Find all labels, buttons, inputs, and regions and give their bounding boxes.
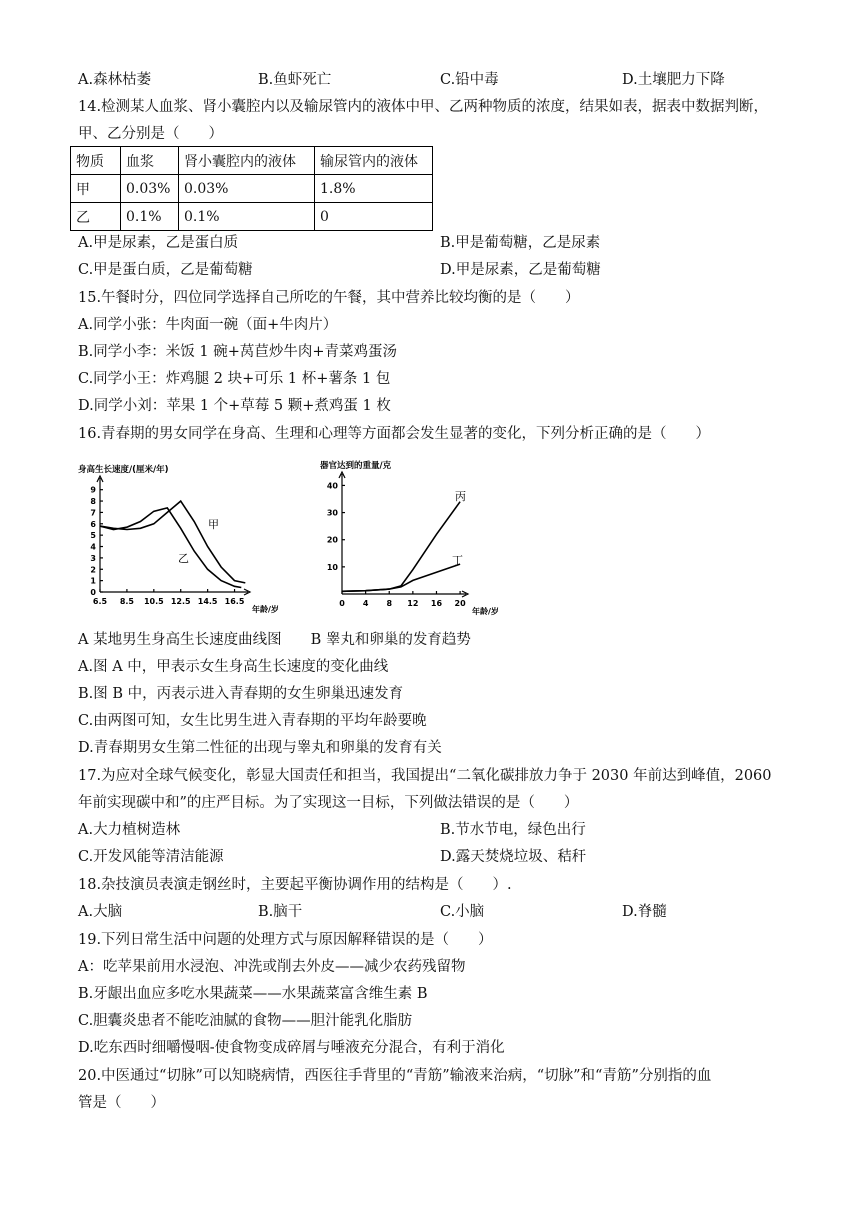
table-cell: 0.1% — [179, 203, 315, 231]
table-row — [71, 203, 433, 231]
x-tick-label: 8 — [386, 599, 393, 608]
q14-option-d: D.甲是尿素，乙是葡萄糖 — [440, 262, 601, 278]
q16-option-b: B.图 B 中，丙表示进入青春期的女生卵巢迅速发育 — [78, 686, 404, 702]
q15-option-c: C.同学小王：炸鸡腿 2 块+可乐 1 杯+薯条 1 包 — [78, 371, 391, 387]
y-tick-label: 5 — [90, 531, 96, 541]
series-label-1: 丙 — [455, 490, 466, 503]
y-tick-label: 2 — [90, 565, 96, 575]
table-header-cell: 肾小囊腔内的液体 — [179, 147, 315, 175]
series-line-2 — [100, 508, 241, 588]
x-tick-label: 20 — [454, 599, 466, 608]
q16-stem: 16.青春期的男女同学在身高、生理和心理等方面都会发生显著的变化，下列分析正确的是（ ） — [78, 426, 711, 442]
q16-figure-caption: A 某地男生身高生长速度曲线图 B 睾丸和卵巢的发育趋势 — [78, 632, 471, 648]
q16-option-a: A.图 A 中，甲表示女生身高生长速度的变化曲线 — [78, 659, 389, 675]
y-tick-label: 30 — [326, 508, 338, 518]
q15-option-b: B.同学小李：米饭 1 碗+莴苣炒牛肉+青菜鸡蛋汤 — [78, 344, 398, 360]
q14-option-c: C.甲是蛋白质，乙是葡萄糖 — [78, 262, 253, 278]
chart-title: 身高生长速度/(厘米/年) — [78, 465, 169, 475]
q20-stem-line2: 管是（ ） — [78, 1095, 165, 1111]
q18-option-a: A.大脑 — [78, 904, 123, 920]
q17-option-b: B.节水节电，绿色出行 — [440, 822, 586, 838]
chart-organ-weight — [322, 450, 522, 626]
series-label-2: 丁 — [452, 554, 463, 567]
x-tick-label: 8.5 — [119, 597, 134, 606]
table-cell: 0.1% — [121, 203, 179, 231]
q15-option-d: D.同学小刘：苹果 1 个+草莓 5 颗+煮鸡蛋 1 枚 — [78, 398, 391, 414]
series-line-2 — [342, 564, 460, 591]
q18-option-c: C.小脑 — [440, 904, 485, 920]
q14-stem-line1: 14.检测某人血浆、肾小囊腔内以及输尿管内的液体中甲、乙两种物质的浓度，结果如表，据表中数据判断， — [78, 99, 769, 115]
q17-stem-line1: 17.为应对全球气候变化，彰显大国责任和担当，我国提出“二氧化碳排放力争于 2030 年前达到峰值，2060 — [78, 768, 772, 784]
y-tick-label: 10 — [326, 562, 338, 572]
q13-option-b: B.鱼虾死亡 — [258, 72, 332, 88]
table-header-cell: 输尿管内的液体 — [315, 147, 433, 175]
q14-option-a: A.甲是尿素，乙是蛋白质 — [78, 235, 239, 251]
y-tick-label: 0 — [90, 588, 96, 597]
y-tick-label: 20 — [326, 535, 338, 545]
y-tick-label: 40 — [326, 481, 338, 491]
q17-option-d: D.露天焚烧垃圾、秸秆 — [440, 849, 587, 865]
table-cell: 甲 — [71, 175, 121, 203]
table-cell: 1.8% — [315, 175, 433, 203]
q15-option-a: A.同学小张：牛肉面一碗（面+牛肉片） — [78, 317, 338, 333]
table-cell: 0.03% — [121, 175, 179, 203]
q17-option-c: C.开发风能等清洁能源 — [78, 849, 224, 865]
table-cell: 0.03% — [179, 175, 315, 203]
q14-option-b: B.甲是葡萄糖，乙是尿素 — [440, 235, 601, 251]
x-axis-label: 年龄/岁 — [472, 607, 499, 616]
x-tick-label: 6.5 — [92, 597, 108, 606]
chart-height-growth-rate — [76, 450, 279, 626]
q16-option-d: D.青春期男女生第二性征的出现与睾丸和卵巢的发育有关 — [78, 740, 442, 756]
series-label-1: 甲 — [208, 518, 219, 531]
x-tick-label: 14.5 — [197, 597, 218, 606]
x-tick-label: 16 — [430, 599, 443, 608]
q19-option-d: D.吃东西时细嚼慢咽-使食物变成碎屑与唾液充分混合，有利于消化 — [78, 1040, 505, 1056]
q17-option-a: A.大力植树造林 — [78, 822, 181, 838]
q20-stem-line1: 20.中医通过“切脉”可以知晓病情，西医往手背里的“青筋”输液来治病，“切脉”和“青筋”分别指的血 — [78, 1068, 712, 1084]
y-tick-label: 8 — [90, 497, 96, 507]
q17-stem-line2: 年前实现碳中和”的庄严目标。为了实现这一目标，下列做法错误的是（ ） — [78, 795, 579, 811]
x-tick-label: 10.5 — [143, 597, 164, 606]
table-cell: 乙 — [71, 203, 121, 231]
table-row — [71, 175, 433, 203]
q19-stem: 19.下列日常生活中问题的处理方式与原因解释错误的是（ ） — [78, 932, 493, 948]
x-tick-label: 12 — [407, 599, 419, 608]
q16-option-c: C.由两图可知，女生比男生进入青春期的平均年龄要晚 — [78, 713, 427, 729]
x-tick-label: 4 — [362, 599, 369, 608]
q15-stem: 15.午餐时分，四位同学选择自己所吃的午餐，其中营养比较均衡的是（ ） — [78, 290, 580, 306]
q13-option-d: D.土壤肥力下降 — [622, 72, 725, 88]
series-line-1 — [100, 501, 245, 583]
y-tick-label: 9 — [90, 485, 96, 495]
q18-option-d: D.脊髓 — [622, 904, 667, 920]
q19-option-b: B.牙龈出血应多吃水果蔬菜——水果蔬菜富含维生素 B — [78, 986, 428, 1002]
q13-option-c: C.铅中毒 — [440, 72, 499, 88]
table-header-cell: 血浆 — [121, 147, 179, 175]
y-tick-label: 1 — [90, 576, 96, 586]
q19-option-a: A：吃苹果前用水浸泡、冲洗或削去外皮——减少农药残留物 — [78, 959, 466, 975]
x-axis-label: 年龄/岁 — [252, 605, 279, 614]
series-label-2: 乙 — [178, 552, 189, 565]
series-line-1 — [342, 502, 460, 592]
q14-stem-line2: 甲、乙分别是（ ） — [78, 126, 223, 142]
q13-option-a: A.森林枯萎 — [78, 72, 152, 88]
x-tick-label: 0 — [339, 599, 345, 608]
chart-title: 器官达到的重量/克 — [320, 461, 392, 471]
y-tick-label: 7 — [90, 508, 96, 518]
table-cell: 0 — [315, 203, 433, 231]
q19-option-c: C.胆囊炎患者不能吃油腻的食物——胆汁能乳化脂肪 — [78, 1013, 413, 1029]
q14-table — [70, 146, 433, 231]
x-tick-label: 12.5 — [170, 597, 191, 606]
q18-stem: 18.杂技演员表演走钢丝时，主要起平衡协调作用的结构是（ ）. — [78, 877, 512, 893]
y-tick-label: 3 — [90, 553, 96, 563]
q18-option-b: B.脑干 — [258, 904, 303, 920]
x-tick-label: 16.5 — [224, 597, 245, 606]
y-tick-label: 4 — [90, 542, 96, 552]
table-header-cell: 物质 — [71, 147, 121, 175]
table-header-row — [71, 147, 433, 175]
y-tick-label: 6 — [90, 519, 96, 529]
